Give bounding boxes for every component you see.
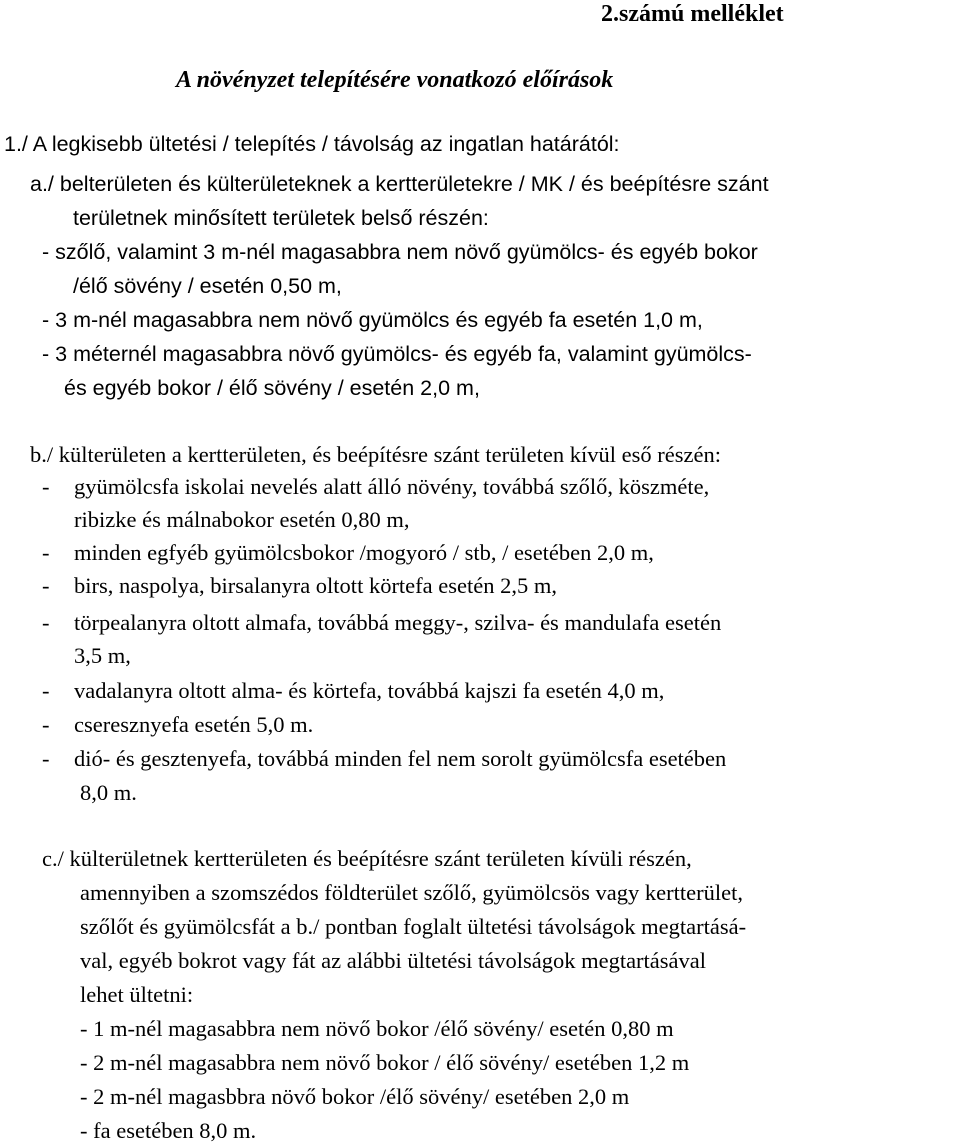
part-b-item-7-line-2: 8,0 m. xyxy=(80,780,137,805)
section-heading: 1./ A legkisebb ültetési / telepítés / távolság az ingatlan határától: xyxy=(4,132,620,156)
part-b-dash: - xyxy=(42,474,50,499)
part-b-item-2: minden egfyéb gyümölcsbokor /mogyoró / stb, / esetében 2,0 m, xyxy=(74,540,654,565)
part-a-intro-line-2: területnek minősített területek belső részén: xyxy=(73,206,489,230)
part-b-dash: - xyxy=(42,712,50,737)
part-c-item-2: - 2 m-nél magasabbra nem növő bokor / élő sövény/ esetében 1,2 m xyxy=(80,1050,690,1075)
part-b-item-7-line-1: dió- és gesztenyefa, továbbá minden fel nem sorolt gyümölcsfa esetében xyxy=(74,746,727,771)
part-a-item-3-line-1: - 3 méternél magasabbra növő gyümölcs- és egyéb fa, valamint gyümölcs- xyxy=(42,342,752,366)
part-b-item-4-line-1: törpealanyra oltott almafa, továbbá meggy-, szilva- és mandulafa esetén xyxy=(74,610,722,635)
part-c-line-4: val, egyéb bokrot vagy fát az alábbi ültetési távolságok megtartásával xyxy=(80,948,707,973)
part-c-line-5: lehet ültetni: xyxy=(80,982,194,1007)
part-b-item-3: birs, naspolya, birsalanyra oltott körtefa esetén 2,5 m, xyxy=(74,573,557,598)
part-b-item-6: cseresznyefa esetén 5,0 m. xyxy=(74,712,314,737)
part-b-dash: - xyxy=(42,746,50,771)
annex-label: 2.számú melléklet xyxy=(601,1,784,27)
part-c-line-2: amennyiben a szomszédos földterület szőlő, gyümölcsös vagy kertterület, xyxy=(80,880,743,905)
part-b-item-5: vadalanyra oltott alma- és körtefa, továbbá kajszi fa esetén 4,0 m, xyxy=(74,678,665,703)
part-a-item-2: - 3 m-nél magasabbra nem növő gyümölcs és egyéb fa esetén 1,0 m, xyxy=(42,308,703,332)
part-c-line-1: c./ külterületnek kertterületen és beépítésre szánt területen kívüli részén, xyxy=(42,846,692,871)
part-b-intro: b./ külterületen a kertterületen, és beépítésre szánt területen kívül eső részén: xyxy=(30,442,721,467)
document-title: A növényzet telepítésére vonatkozó előírások xyxy=(176,67,614,93)
part-b-dash: - xyxy=(42,573,50,598)
part-c-item-1: - 1 m-nél magasabbra nem növő bokor /élő sövény/ esetén 0,80 m xyxy=(80,1016,674,1041)
part-c-item-3: - 2 m-nél magasbbra növő bokor /élő sövény/ esetében 2,0 m xyxy=(80,1084,630,1109)
part-b-dash: - xyxy=(42,678,50,703)
part-b-dash: - xyxy=(42,540,50,565)
part-a-intro-line-1: a./ belterületen és külterületeknek a kertterületekre / MK / és beépítésre szánt xyxy=(30,172,769,196)
part-c-line-3: szőlőt és gyümölcsfát a b./ pontban foglalt ültetési távolságok megtartásá- xyxy=(80,914,747,939)
part-a-item-1-line-2: /élő sövény / esetén 0,50 m, xyxy=(73,274,342,298)
part-a-item-3-line-2: és egyéb bokor / élő sövény / esetén 2,0 m, xyxy=(64,376,480,400)
part-b-item-1-line-1: gyümölcsfa iskolai nevelés alatt álló növény, továbbá szőlő, köszméte, xyxy=(74,474,710,499)
part-c-item-4: - fa esetében 8,0 m. xyxy=(80,1118,257,1143)
part-b-item-4-line-2: 3,5 m, xyxy=(74,643,131,668)
part-a-item-1-line-1: - szőlő, valamint 3 m-nél magasabbra nem növő gyümölcs- és egyéb bokor xyxy=(42,240,758,264)
part-b-dash: - xyxy=(42,610,50,635)
part-b-item-1-line-2: ribizke és málnabokor esetén 0,80 m, xyxy=(74,507,410,532)
